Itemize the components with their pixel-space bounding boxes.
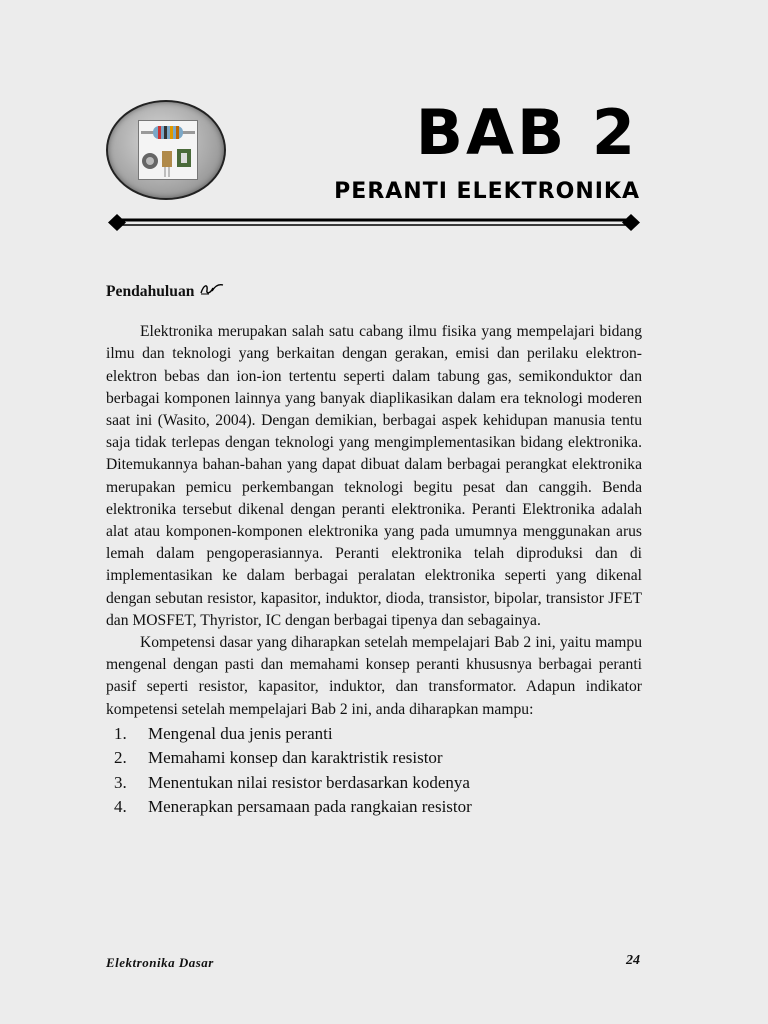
list-item-text: Menentukan nilai resistor berdasarkan kodenya: [148, 772, 470, 792]
footer-book-title: Elektronika Dasar: [106, 955, 214, 970]
chapter-title: BAB 2: [415, 96, 638, 169]
list-item: [106, 771, 642, 796]
main-content: [106, 281, 642, 820]
section-heading-text: Pendahuluan: [106, 283, 195, 300]
list-item: [106, 722, 642, 747]
electronic-components-photo: [138, 120, 198, 180]
list-item-text: Mengenal dua jenis peranti: [148, 723, 333, 743]
chapter-subtitle: PERANTI ELEKTRONIKA: [334, 179, 640, 204]
header-divider: [108, 212, 640, 234]
list-item-number: 1.: [114, 723, 127, 743]
section-heading: [106, 281, 642, 303]
intro-paragraph: Elektronika merupakan salah satu cabang ilmu fisika yang mempelajari bidang ilmu dan teknologi yang berkaitan dengan gerakan, emisi dan perilaku elektron-elektron bebas dan ion-ion tertentu seperti dalam tabung gas, semikonduktor dan berbagai komponen lainnya yang banyak diaplikasikan dalam era teknologi moderen saat ini (Wasito, 2004). Dengan demikian, berbagai aspek kehidupan manusia tentu saja tidak terlepas dengan teknologi yang mengimplementasikan bidang elektronika. Ditemukannya bahan-bahan yang dapat dibuat dalam berbagai perangkat elektronika merupakan pemicu perkembangan teknologi begitu pesat dan canggih. Benda elektronika tersebut dikenal dengan peranti elektronika. Peranti Elektronika adalah alat atau komponen-komponen elektronika yang pada umumnya menggunakan arus lemah dalam pengoperasiannya. Peranti elektronika telah diproduksi dan di implementasikan ke dalam berbagai peralatan elektronika seperti yang dikenal dengan sebutan resistor, kapasitor, induktor, dioda, transistor, bipolar, transistor JFET dan MOSFET, Thyristor, IC dengan berbagai tipenya dan sebagainya.: [106, 323, 642, 629]
competency-paragraph: Kompetensi dasar yang diharapkan setelah mempelajari Bab 2 ini, yaitu mampu mengenal dengan pasti dan memahami konsep peranti khususnya berbagai peranti pasif seperti resistor, kapasitor, induktor, dan transformator. Adapun indikator kompetensi setelah mempelajari Bab 2 ini, anda diharapkan mampu:: [106, 634, 642, 718]
list-item: [106, 746, 642, 771]
list-item-text: Memahami konsep dan karaktristik resistor: [148, 748, 443, 768]
list-item-text: Menerapkan persamaan pada rangkaian resistor: [148, 797, 472, 817]
list-item: [106, 795, 642, 820]
goal-list: [106, 722, 642, 820]
page-number: 24: [626, 953, 640, 968]
list-item-number: 3.: [114, 772, 127, 792]
list-item-number: 2.: [114, 748, 127, 768]
chapter-emblem: [106, 100, 226, 200]
list-item-number: 4.: [114, 797, 127, 817]
pen-icon: [199, 281, 225, 303]
